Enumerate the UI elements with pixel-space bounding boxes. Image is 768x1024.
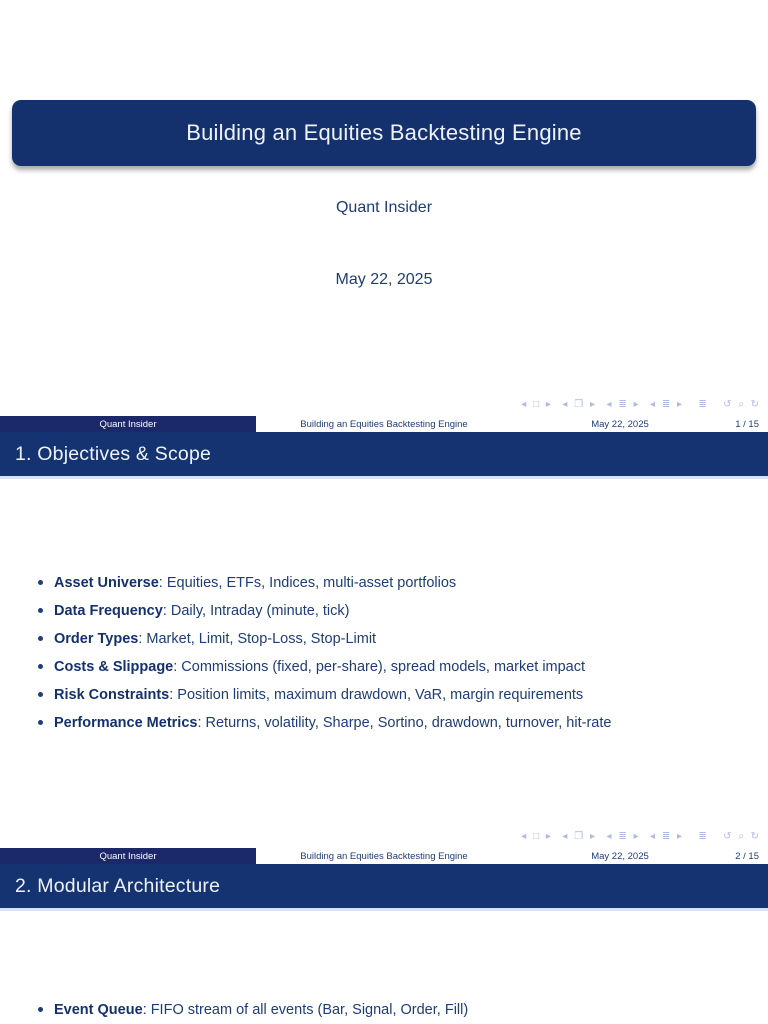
bullet-list [0,996,768,1024]
footer-author: Quant Insider [0,848,256,864]
bullet-term: Risk Constraints [54,687,170,703]
list-item [38,681,768,709]
title-box [12,100,756,166]
bullet-term: Performance Metrics [54,715,198,731]
bullet-desc: : Daily, Intraday (minute, tick) [162,603,350,619]
date-line: May 22, 2025 [335,271,433,288]
footer-date: May 22, 2025 [591,418,649,430]
frame-title-underline [0,476,768,479]
list-item [38,653,768,681]
frame-title-underline [0,908,768,911]
frame-title-bar [0,864,768,908]
slide-footer [0,416,768,432]
bullet-icon [38,720,43,725]
bullet-term: Order Types [54,631,139,647]
footer-page-number: 2 / 15 [735,850,759,862]
slide-title [0,0,768,432]
presentation-title: Building an Equities Backtesting Engine [186,120,582,145]
footer-title: Building an Equities Backtesting Engine [256,416,512,432]
bullet-icon [38,608,43,613]
frame-title: 1. Objectives & Scope [15,442,212,465]
bullet-icon [38,1007,43,1012]
bullet-icon [38,636,43,641]
beamer-navigation-icons[interactable]: ◂ □ ▸ ◂ ❐ ▸ ◂ ≣ ▸ ◂ ≣ ▸ ≣ ↺ ⌕ ↻ [521,399,761,410]
author-line: Quant Insider [335,199,433,216]
bullet-desc: : Market, Limit, Stop-Loss, Stop-Limit [138,631,377,647]
bullet-desc: : FIFO stream of all events (Bar, Signal, Order, Fill) [142,1002,469,1018]
bullet-icon [38,580,43,585]
list-item [38,569,768,597]
list-item [38,625,768,653]
bullet-term: Costs & Slippage [54,659,174,675]
bullet-term: Data Frequency [54,603,163,619]
bullet-term: Event Queue [54,1002,143,1018]
bullet-term: Asset Universe [54,575,159,591]
bullet-icon [38,664,43,669]
bullet-desc: : Returns, volatility, Sharpe, Sortino, drawdown, turnover, hit-rate [197,715,612,731]
bullet-list [0,569,768,737]
list-item [38,709,768,737]
list-item [38,597,768,625]
footer-author: Quant Insider [0,416,256,432]
footer-page-number: 1 / 15 [735,418,759,430]
footer-date: May 22, 2025 [591,850,649,862]
beamer-navigation-icons[interactable]: ◂ □ ▸ ◂ ❐ ▸ ◂ ≣ ▸ ◂ ≣ ▸ ≣ ↺ ⌕ ↻ [521,831,761,842]
frame-title-bar [0,432,768,476]
frame-title: 2. Modular Architecture [15,874,221,897]
bullet-icon [38,692,43,697]
footer-right [512,848,768,864]
slide-objectives-scope [0,432,768,864]
bullet-desc: : Commissions (fixed, per-share), spread models, market impact [173,659,586,675]
footer-title: Building an Equities Backtesting Engine [256,848,512,864]
bullet-desc: : Position limits, maximum drawdown, VaR, margin requirements [169,687,584,703]
slide-footer [0,848,768,864]
footer-right [512,416,768,432]
slide-modular-architecture [0,864,768,1024]
list-item [38,996,768,1024]
bullet-desc: : Equities, ETFs, Indices, multi-asset portfolios [158,575,457,591]
